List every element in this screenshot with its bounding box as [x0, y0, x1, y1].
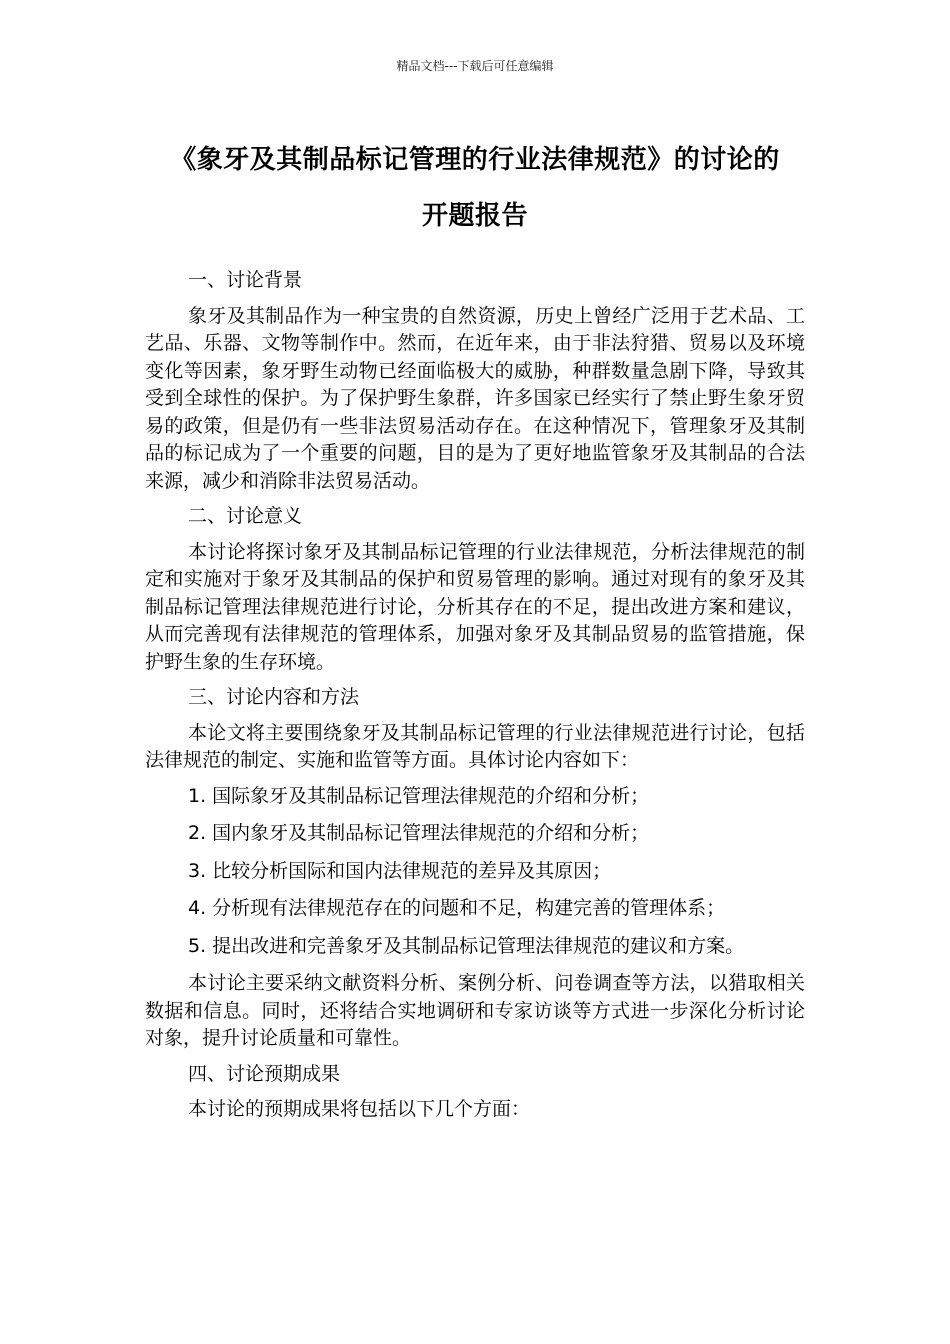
- content-list-item: 2. 国内象牙及其制品标记管理法律规范的介绍和分析；: [188, 822, 650, 844]
- content-list-item: 4. 分析现有法律规范存在的问题和不足，构建完善的管理体系；: [188, 897, 726, 919]
- title-line-2: 开题报告: [421, 201, 528, 231]
- content-intro-paragraph: 本论文将主要围绕象牙及其制品标记管理的行业法律规范进行讨论，包括法律规范的制定、实施和监管等方面。具体讨论内容如下：: [145, 721, 805, 771]
- content-list-item: 5. 提出改进和完善象牙及其制品标记管理法律规范的建议和方案。: [188, 934, 745, 957]
- section-heading-background: 一、讨论背景: [188, 269, 303, 291]
- document-title: [100, 132, 850, 244]
- significance-paragraph: 本讨论将探讨象牙及其制品标记管理的行业法律规范，分析法律规范的制定和实施对于象牙及其制品的保护和贸易管理的影响。通过对现有的象牙及其制品标记管理法律规范进行讨论，分析其存在的不足，提出改进方案和建议，从而完善现有法律规范的管理体系，加强对象牙及其制品贸易的监管措施，保护野生象的生存环境。: [145, 540, 805, 673]
- section-heading-outcomes: 四、讨论预期成果: [188, 1062, 341, 1085]
- method-paragraph: 本讨论主要采纳文献资料分析、案例分析、问卷调查等方法，以猎取相关数据和信息。同时，还将结合实地调研和专家访谈等方式进一步深化分析讨论对象，提升讨论质量和可靠性。: [145, 972, 805, 1049]
- content-list-item: 1. 国际象牙及其制品标记管理法律规范的介绍和分析；: [188, 784, 650, 807]
- page-header: 精品文档---下载后可任意编辑: [396, 59, 554, 73]
- section-heading-content: 三、讨论内容和方法: [188, 686, 360, 708]
- outcomes-intro-paragraph: 本讨论的预期成果将包括以下几个方面：: [188, 1098, 531, 1120]
- title-line-1: 《象牙及其制品标记管理的行业法律规范》的讨论的: [170, 145, 780, 175]
- section-heading-significance: 二、讨论意义: [188, 505, 303, 527]
- background-paragraph: 象牙及其制品作为一种宝贵的自然资源，历史上曾经广泛用于艺术品、工艺品、乐器、文物等制作中。然而，在近年来，由于非法狩猎、贸易以及环境变化等因素，象牙野生动物已经面临极大的威胁，种群数量急剧下降，导致其受到全球性的保护。为了保护野生象群，许多国家已经实行了禁止野生象牙贸易的政策，但是仍有一些非法贸易活动存在。在这种情况下，管理象牙及其制品的标记成为了一个重要的问题，目的是为了更好地监管象牙及其制品的合法来源，减少和消除非法贸易活动。: [145, 304, 805, 492]
- content-list-item: 3. 比较分析国际和国内法律规范的差异及其原因；: [188, 859, 612, 882]
- document-body: [145, 267, 805, 1132]
